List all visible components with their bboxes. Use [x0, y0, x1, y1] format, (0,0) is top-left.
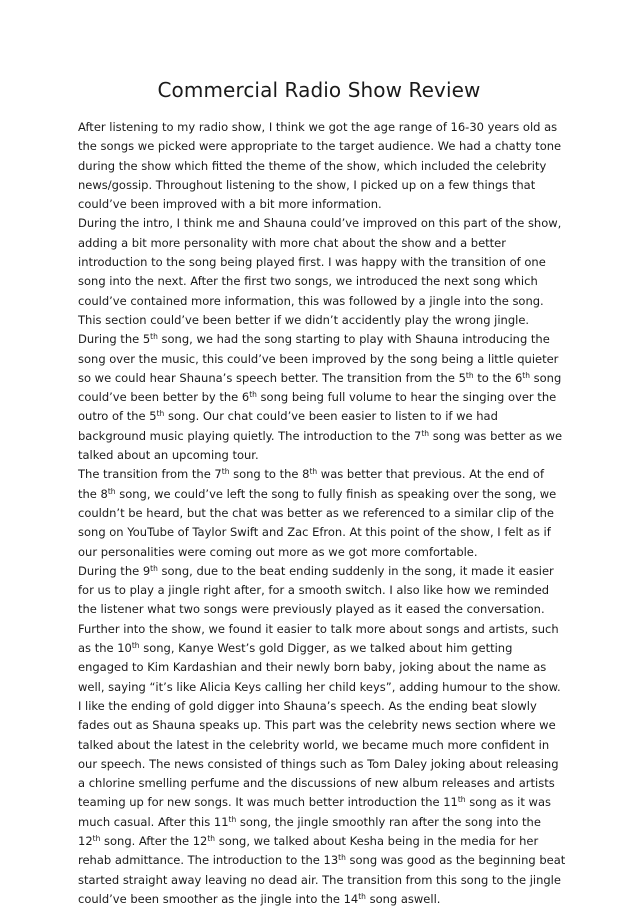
ordinal-suffix: th — [421, 428, 430, 438]
text-run: song, we could’ve left the song to fully finish as speaking over the song, we couldn’t be heard, but the chat was better as we referenced to a similar clip of the song on YouTube of Taylor Swift and Zac Efron. At this point of the show, I felt as if our personalities were coming out more as we got more comfortable. — [78, 486, 557, 559]
text-run: song, due to the beat ending suddenly in the song, it made it easier for us to play a jingle right after, for a smooth switch. I also like how we reminded the listener what two songs were previously played as it eased the conversation. Further into the show, we found it easier to talk more about songs and artists, such as the 10 — [78, 563, 559, 656]
ordinal-suffix: th — [207, 833, 216, 843]
ordinal-suffix: th — [228, 814, 237, 824]
paragraph — [78, 465, 566, 561]
paragraph — [78, 330, 566, 465]
text-run: I like the ending of gold digger into Shauna’s speech. As the ending beat slowly fades out as Shauna speaks up. This part was the celebrity news section where we talked about the latest in the celebrity world, we became much more confident in our speech. The news consisted of things such as Tom Daley joking about releasing a chlorine smelling perfume and the discussions of new album releases and artists teaming up for new songs. It was much better introduction the 11 — [78, 698, 559, 810]
ordinal-suffix: th — [358, 891, 366, 901]
text-run: song, we had the song starting to play with Shauna introducing the song over the music, this could’ve been improved by the song being a little quieter so we could hear Shauna’s speech better. The transition from the 5 — [78, 332, 559, 385]
text-run: song aswell. — [365, 891, 441, 906]
paragraph — [78, 118, 566, 214]
ordinal-suffix: th — [150, 563, 158, 573]
paragraph — [78, 562, 566, 697]
text-run: was better that previous. At the end of the 8 — [78, 467, 544, 501]
text-run: song. After the 12 — [100, 833, 208, 848]
text-run: song being full volume to hear the singing over the outro of the 5 — [78, 390, 557, 424]
ordinal-suffix: th — [309, 467, 318, 477]
text-run: song to the 8 — [229, 467, 310, 482]
text-run: After listening to my radio show, I think we got the age range of 16-30 years old as the songs we picked were appropriate to the target audience. We had a chatty tone during the show which fitted the theme of the show, which included the celebrity news/gossip. Throughout listening to the show, I picked up on a few things that could’ve been improved with a bit more information. — [78, 120, 562, 212]
text-run: to the 6 — [473, 370, 523, 385]
text-run: song was better as we talked about an upcoming tour. — [78, 428, 563, 463]
text-run: song could’ve been better by the 6 — [78, 370, 562, 405]
text-run: During the 5 — [78, 332, 151, 347]
text-run: song, the jingle smoothly ran after the song into the 12 — [78, 814, 541, 848]
ordinal-suffix: th — [107, 486, 116, 496]
ordinal-suffix: th — [249, 390, 257, 400]
text-run: song. Our chat could’ve been easier to listen to if we had background music playing quietly. The introduction to the 7 — [78, 409, 498, 443]
ordinal-suffix: th — [465, 370, 474, 380]
ordinal-suffix: th — [457, 795, 466, 805]
document-body — [78, 118, 566, 909]
text-run: The transition from the 7 — [78, 467, 222, 482]
ordinal-suffix: th — [338, 853, 346, 863]
text-run: song as it was much casual. After this 11 — [78, 795, 551, 829]
text-run: During the 9 — [78, 563, 151, 578]
ordinal-suffix: th — [131, 641, 140, 651]
ordinal-suffix: th — [150, 332, 158, 342]
ordinal-suffix: th — [92, 833, 101, 843]
paragraph — [78, 697, 566, 909]
text-run: song was good as the beginning beat started straight away leaving no dead air. The transition from this song to the jingle could’ve been smoother as the jingle into the 14 — [78, 853, 566, 906]
page-title: Commercial Radio Show Review — [157, 78, 481, 102]
ordinal-suffix: th — [522, 370, 530, 380]
text-run: song, Kanye West’s gold Digger, as we talked about him getting engaged to Kim Kardashian and their newly born baby, joking about the name as well, saying “it’s like Alicia Keys calling her child keys”, adding humour to the show. — [78, 641, 561, 694]
ordinal-suffix: th — [221, 467, 230, 477]
text-run: song, we talked about Kesha being in the media for her rehab admittance. The introduction to the 13 — [78, 833, 539, 868]
ordinal-suffix: th — [156, 409, 165, 419]
paragraph — [78, 214, 566, 330]
text-run: During the intro, I think me and Shauna could’ve improved on this part of the show, adding a bit more personality with more chat about the show and a better introduction to the song being played first. I was happy with the transition of one song into the next. After the first two songs, we introduced the next song which could’ve contained more information, this was followed by a jingle into the song. This section could’ve been better if we didn’t accidently play the wrong jingle. — [78, 216, 562, 327]
